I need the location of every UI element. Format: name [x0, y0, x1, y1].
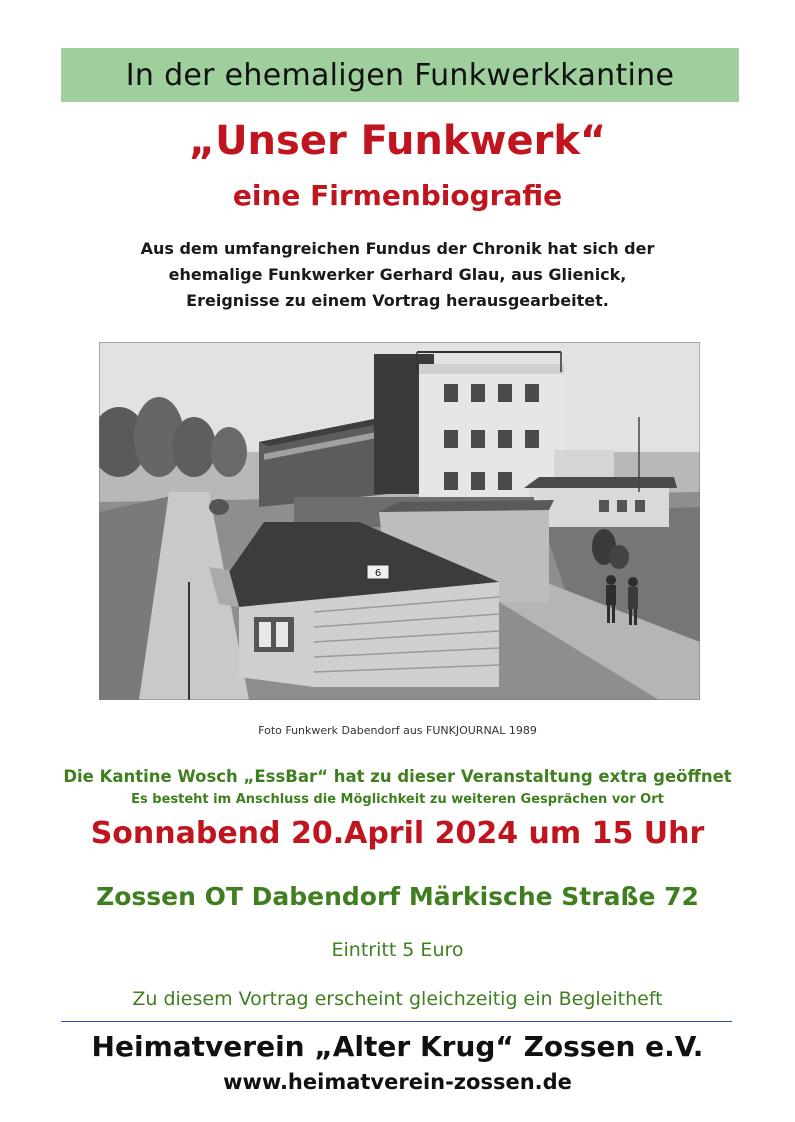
intro-paragraph [0, 236, 795, 314]
header-banner [61, 48, 739, 102]
poster-subtitle: eine Firmenbiografie [232, 179, 563, 212]
banner-text: In der ehemaligen Funkwerkkantine [125, 57, 675, 93]
photo-caption: Foto Funkwerk Dabendorf aus FUNKJOURNAL 1989 [258, 724, 537, 737]
club-name: Heimatverein „Alter Krug“ Zossen e.V. [91, 1030, 704, 1063]
building-number-sign: 6 [374, 568, 382, 579]
intro-line: ehemalige Funkwerker Gerhard Glau, aus Glienick, [168, 265, 627, 284]
followup-note: Es besteht im Anschluss die Möglichkeit zu weiteren Gesprächen vor Ort [131, 792, 664, 807]
event-date: Sonnabend 20.April 2024 um 15 Uhr [90, 816, 705, 851]
entry-fee: Eintritt 5 Euro [331, 939, 464, 961]
booklet-note: Zu diesem Vortrag erscheint gleichzeitig ein Begleitheft [132, 988, 663, 1010]
factory-photo [99, 342, 700, 700]
website-link[interactable]: www.heimatverein-zossen.de [223, 1070, 572, 1094]
event-address: Zossen OT Dabendorf Märkische Straße 72 [96, 882, 699, 911]
divider-line [61, 1021, 732, 1022]
intro-line: Ereignisse zu einem Vortrag herausgearbeitet. [186, 291, 609, 310]
poster-title: „Unser Funkwerk“ [188, 118, 607, 164]
intro-line: Aus dem umfangreichen Fundus der Chronik hat sich der [140, 239, 655, 258]
canteen-note: Die Kantine Wosch „EssBar“ hat zu dieser Veranstaltung extra geöffnet [63, 767, 732, 786]
